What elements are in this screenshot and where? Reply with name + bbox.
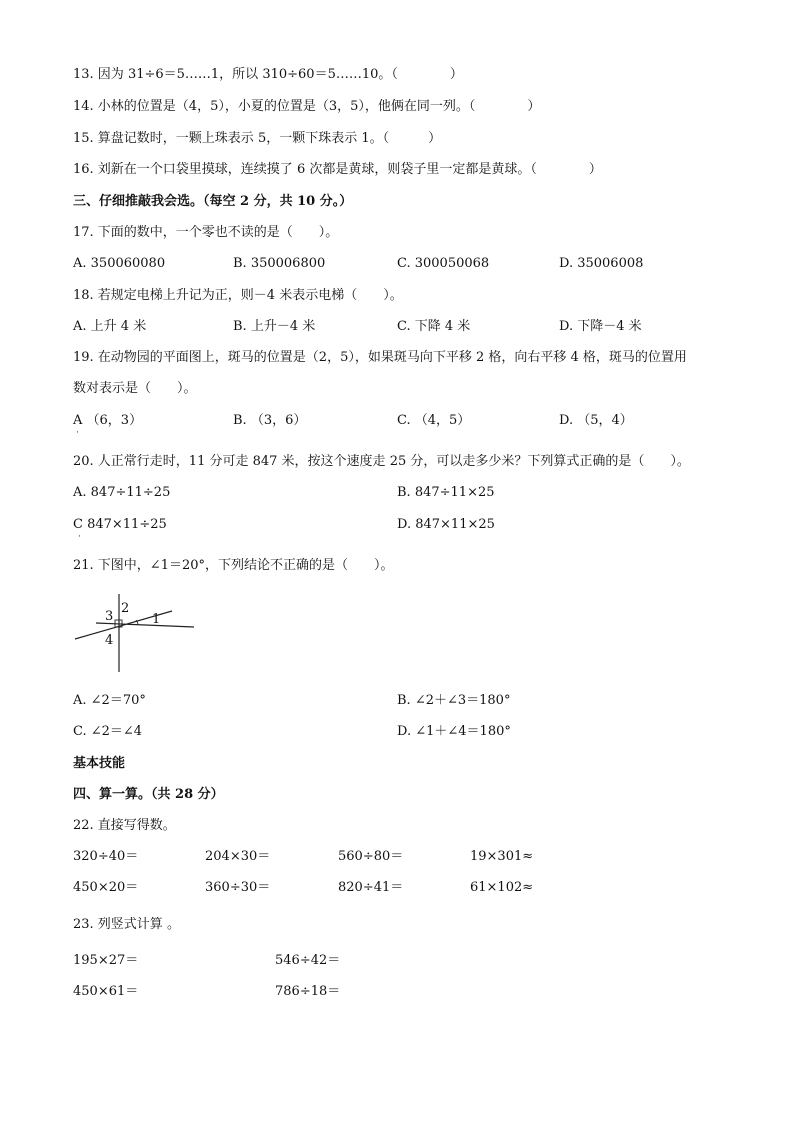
q19-option-d: D. （5，4） [559,413,633,428]
angle-label-2: 2 [121,601,130,616]
q22-item: 61×102≈ [470,880,534,895]
q18-option-a: A. 上升 4 米 [73,319,147,334]
angle-label-4: 4 [105,633,114,648]
q17-option-a: A. 350060080 [73,256,166,271]
q17-option-c: C. 300050068 [397,256,490,271]
q23-item: 546÷42＝ [275,953,341,968]
q21-option-b: B. ∠2＋∠3＝180° [397,693,511,708]
question-18-stem: 18. 若规定电梯上升记为正，则－4 米表示电梯（ ）。 [73,288,403,303]
stray-dot: · [78,532,81,542]
q19-option-c: C. （4，5） [397,413,471,428]
q17-option-b: B. 350006800 [233,256,326,271]
q22-item: 560÷80＝ [338,849,404,864]
angle-figure [70,590,200,680]
q20-option-a: A. 847÷11÷25 [73,485,171,500]
angle-label-1: 1 [152,612,161,627]
question-14: 14. 小林的位置是（4，5），小夏的位置是（3，5），他俩在同一列。（ ） [73,99,541,114]
q21-option-c: C. ∠2＝∠4 [73,724,143,739]
question-17-stem: 17. 下面的数中，一个零也不读的是（ ）。 [73,225,339,240]
question-22-stem: 22. 直接写得数。 [73,818,176,833]
question-19-stem-line2: 数对表示是（ ）。 [73,381,197,396]
q22-item: 360÷30＝ [205,880,271,895]
question-20-stem: 20. 人正常行走时，11 分可走 847 米，按这个速度走 25 分，可以走多少米？下列算式正确的是（ ）。 [73,454,690,469]
q22-item: 820÷41＝ [338,880,404,895]
section-4-title: 四、算一算。（共 28 分） [73,787,224,802]
angle-label-3: 3 [105,609,114,624]
q19-option-a: A （6，3） [73,413,143,428]
q22-item: 19×301≈ [470,849,534,864]
question-16: 16. 刘新在一个口袋里摸球，连续摸了 6 次都是黄球，则袋子里一定都是黄球。（ ） [73,162,602,177]
q21-option-d: D. ∠1＋∠4＝180° [397,724,511,739]
question-19-stem-line1: 19. 在动物园的平面图上，斑马的位置是（2，5），如果斑马向下平移 2 格，向右平移 4 格，斑马的位置用 [73,350,687,365]
q23-item: 450×61＝ [73,984,139,999]
q18-option-c: C. 下降 4 米 [397,319,471,334]
q23-item: 786÷18＝ [275,984,341,999]
q20-option-b: B. 847÷11×25 [397,485,495,500]
q20-option-c: C 847×11÷25 [73,517,167,532]
question-15: 15. 算盘记数时，一颗上珠表示 5，一颗下珠表示 1。（ ） [73,131,442,146]
q19-option-b: B. （3，6） [233,413,307,428]
q22-item: 320÷40＝ [73,849,139,864]
basic-skills-heading: 基本技能 [73,756,126,771]
q22-item: 204×30＝ [205,849,271,864]
question-23-stem: 23. 列竖式计算 。 [73,917,180,932]
q18-option-d: D. 下降－4 米 [559,319,642,334]
q20-option-d: D. 847×11×25 [397,517,495,532]
q18-option-b: B. 上升－4 米 [233,319,316,334]
q22-item: 450×20＝ [73,880,139,895]
section-3-title: 三、仔细推敲我会选。（每空 2 分，共 10 分。） [73,194,353,209]
q23-item: 195×27＝ [73,953,139,968]
question-13: 13. 因为 31÷6＝5……1，所以 310÷60＝5……10。（ ） [73,67,463,82]
question-21-stem: 21. 下图中，∠1＝20°，下列结论不正确的是（ ）。 [73,558,394,573]
stray-dot: · [76,428,79,438]
q21-option-a: A. ∠2＝70° [73,693,146,708]
q17-option-d: D. 35006008 [559,256,644,271]
